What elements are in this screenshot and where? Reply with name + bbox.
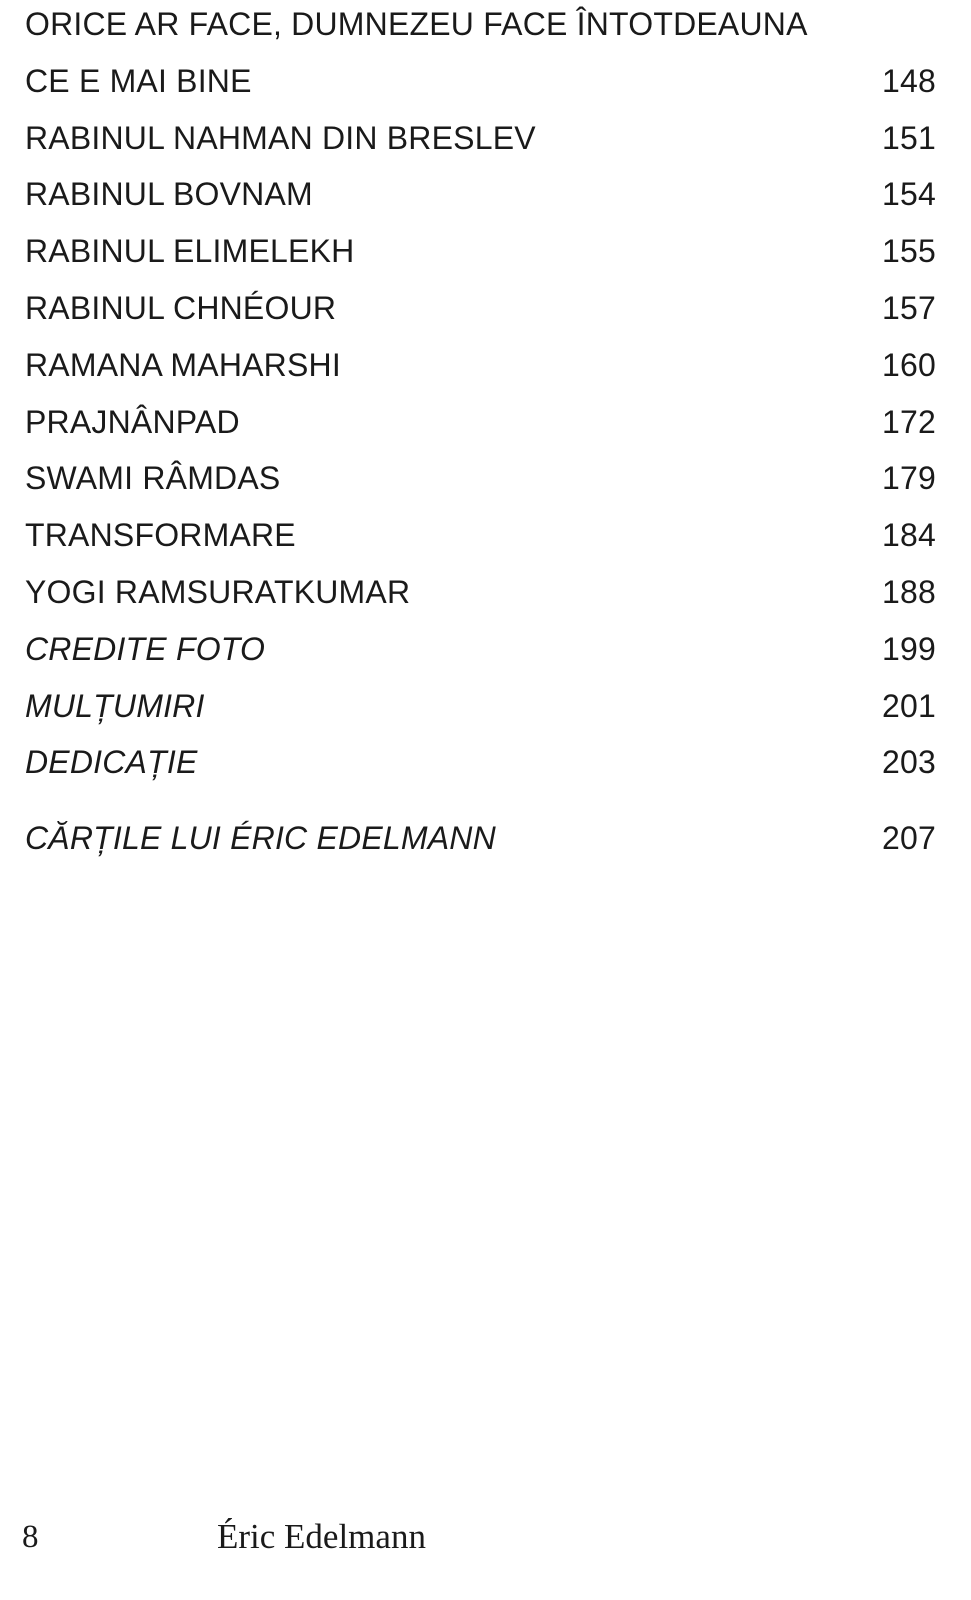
- toc-entry-title: SWAMI RÂMDAS: [25, 460, 281, 496]
- toc-entry-page: 154: [882, 176, 936, 212]
- toc-entry-title: RABINUL BOVNAM: [25, 176, 313, 212]
- toc-entry-title: CREDITE FOTO: [25, 631, 266, 667]
- toc-entry: [25, 61, 936, 101]
- toc-entry-page: 151: [882, 120, 936, 156]
- toc-entry: [25, 458, 936, 498]
- toc-entry-title: MULȚUMIRI: [25, 688, 205, 724]
- toc-entry-page: 203: [882, 744, 936, 780]
- toc-entry: [25, 231, 936, 271]
- toc-entry: [25, 572, 936, 612]
- toc-entry-page: 188: [882, 574, 936, 610]
- toc-entry-page: 160: [882, 347, 936, 383]
- toc-entry-page: 199: [882, 631, 936, 667]
- toc-entry-title: RABINUL CHNÉOUR: [25, 290, 337, 326]
- toc-entry-title: TRANSFORMARE: [25, 517, 296, 553]
- toc-entry-title: DEDICAȚIE: [25, 744, 198, 780]
- toc-entry: [25, 818, 936, 858]
- toc-entry: [25, 118, 936, 158]
- toc-entry-page: 201: [882, 688, 936, 724]
- toc-entry: [25, 686, 936, 726]
- toc-entry-title: YOGI RAMSURATKUMAR: [25, 574, 411, 610]
- toc-entry: [25, 629, 936, 669]
- toc-entry-page: 207: [882, 820, 936, 856]
- toc-entry-page: 148: [882, 63, 936, 99]
- toc-entry: [25, 742, 936, 782]
- toc-entry-title: PRAJNÂNPAD: [25, 404, 240, 440]
- toc-entry: [25, 345, 936, 385]
- toc-entry-title: RABINUL NAHMAN DIN BRESLEV: [25, 120, 536, 156]
- toc-entry-title: ORICE AR FACE, DUMNEZEU FACE ÎNTOTDEAUNA: [25, 6, 808, 42]
- toc-entry-title: RABINUL ELIMELEKH: [25, 233, 355, 269]
- toc-entry-page: 155: [882, 233, 936, 269]
- toc-entry-title: RAMANA MAHARSHI: [25, 347, 341, 383]
- toc-entry: [25, 4, 936, 44]
- toc-entry-title: CE E MAI BINE: [25, 63, 252, 99]
- toc-entry-page: 157: [882, 290, 936, 326]
- toc-entry: [25, 402, 936, 442]
- toc-entry-title: CĂRȚILE LUI ÉRIC EDELMANN: [25, 820, 496, 856]
- toc-entry: [25, 515, 936, 555]
- running-footer-author: Éric Edelmann: [217, 1517, 426, 1556]
- toc-entry-page: 179: [882, 460, 936, 496]
- toc-entry-page: 184: [882, 517, 936, 553]
- toc-entry-page: 172: [882, 404, 936, 440]
- toc-entry: [25, 288, 936, 328]
- toc-entry: [25, 174, 936, 214]
- page-number: 8: [22, 1519, 39, 1555]
